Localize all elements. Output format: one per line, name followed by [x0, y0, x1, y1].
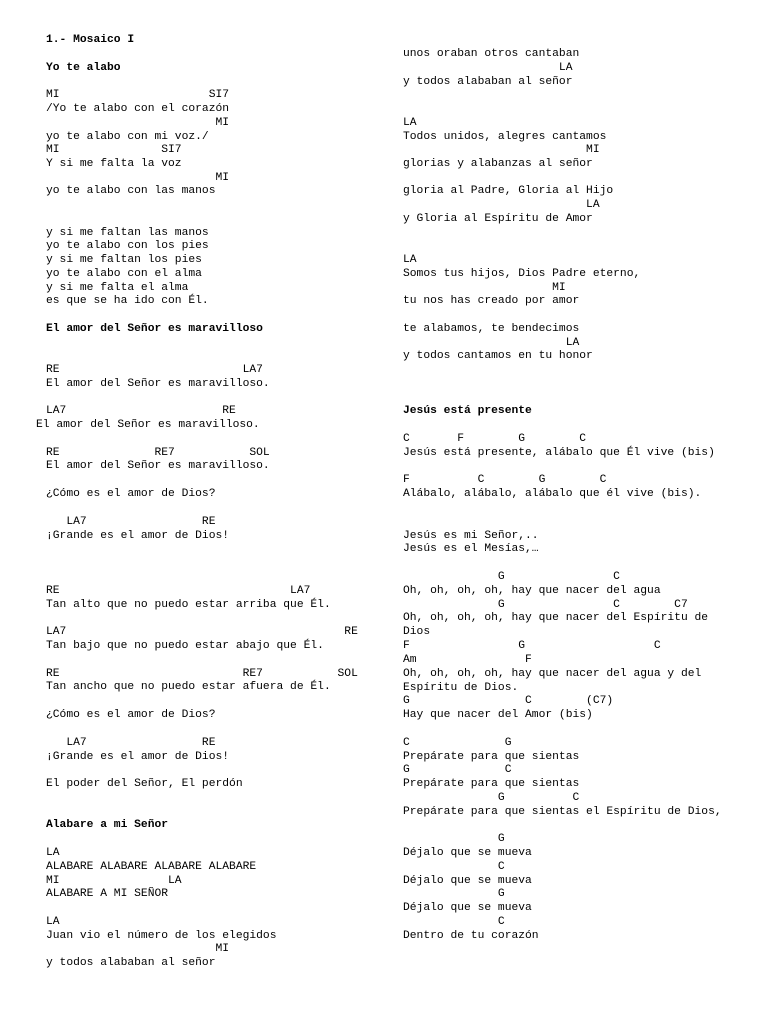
chord-line: RE RE7 SOL: [46, 447, 270, 459]
chord-line: G: [403, 833, 505, 845]
lyric-line: tu nos has creado por amor: [403, 295, 580, 307]
lyric-line: y si me faltan las manos: [46, 227, 209, 239]
lyric-line: El poder del Señor, El perdón: [46, 778, 243, 790]
lyric-line: Oh, oh, oh, oh, hay que nacer del agua y del Espíritu de Dios.: [403, 668, 709, 694]
lyric-line: Y si me falta la voz: [46, 158, 182, 170]
lyric-line: El amor del Señor es maravilloso.: [46, 460, 270, 472]
lyric-line: yo te alabo con los pies: [46, 240, 209, 252]
lyric-line: Tan ancho que no puedo estar afuera de Él.: [46, 681, 331, 693]
chord-line: G: [403, 888, 505, 900]
chord-line: LA7 RE: [46, 405, 236, 417]
chord-line: LA7 RE: [46, 737, 216, 749]
lyric-line: El amor del Señor es maravilloso.: [36, 419, 260, 431]
chord-line: LA: [46, 847, 60, 859]
lyric-line: ¡Grande es el amor de Dios!: [46, 751, 230, 763]
song-title: Jesús está presente: [403, 405, 532, 417]
lyric-line: ALABARE ALABARE ALABARE ALABARE: [46, 861, 257, 873]
lyric-line: Hay que nacer del Amor (bis): [403, 709, 593, 721]
lyric-line: Déjalo que se mueva: [403, 875, 532, 887]
chord-line: MI SI7: [46, 144, 182, 156]
chord-line: G C: [403, 792, 580, 804]
lyric-line: Oh, oh, oh, oh, hay que nacer del Espíritu de Dios: [403, 612, 715, 638]
chord-line: LA7 RE: [46, 626, 358, 638]
lyric-line: y todos alababan al señor: [46, 957, 216, 969]
lyric-line: gloria al Padre, Gloria al Hijo: [403, 185, 614, 197]
lyric-line: Jesús es el Mesías,…: [403, 543, 539, 555]
lyric-line: Jesús es mi Señor,..: [403, 530, 539, 542]
chord-line: G C (C7): [403, 695, 614, 707]
lyric-line: y Gloria al Espíritu de Amor: [403, 213, 593, 225]
lyric-line: Juan vio el número de los elegidos: [46, 930, 277, 942]
lyric-line: Tan alto que no puedo estar arriba que Él.: [46, 599, 331, 611]
lyric-line: yo te alabo con el alma: [46, 268, 202, 280]
lyric-line: unos oraban otros cantaban: [403, 48, 580, 60]
lyric-line: Dentro de tu corazón: [403, 930, 539, 942]
lyric-line: Prepárate para que sientas: [403, 751, 580, 763]
lyric-line: Somos tus hijos, Dios Padre eterno,: [403, 268, 641, 280]
song-title: 1.- Mosaico I: [46, 34, 135, 46]
song-title: El amor del Señor es maravilloso: [46, 323, 263, 335]
lyric-line: yo te alabo con las manos: [46, 185, 216, 197]
chord-line: LA: [403, 254, 417, 266]
chord-line: G C: [403, 571, 620, 583]
lyric-line: y si me falta el alma: [46, 282, 189, 294]
lyric-line: y todos cantamos en tu honor: [403, 350, 593, 362]
chord-line: C F G C: [403, 433, 587, 445]
lyric-line: Déjalo que se mueva: [403, 902, 532, 914]
lyric-line: Am F: [403, 654, 532, 666]
chord-line: LA: [403, 337, 580, 349]
chord-line: MI SI7: [46, 89, 230, 101]
chord-line: LA: [46, 916, 60, 928]
chord-line: MI: [403, 144, 600, 156]
lyric-line: Prepárate para que sientas el Espíritu de Dios,: [403, 806, 722, 818]
lyric-line: El amor del Señor es maravilloso.: [46, 378, 270, 390]
chord-line: LA: [403, 199, 600, 211]
lyric-line: ¿Cómo es el amor de Dios?: [46, 488, 216, 500]
chord-line: G C C7: [403, 599, 688, 611]
chord-line: LA7 RE: [46, 516, 216, 528]
lyric-line: ¡Grande es el amor de Dios!: [46, 530, 230, 542]
lyric-line: /Yo te alabo con el corazón: [46, 103, 230, 115]
chord-line: MI: [46, 943, 230, 955]
chord-line: RE RE7 SOL: [46, 668, 358, 680]
lyric-line: ¿Cómo es el amor de Dios?: [46, 709, 216, 721]
lyric-line: Alábalo, alábalo, alábalo que él vive (bis).: [403, 488, 702, 500]
lyric-line: glorias y alabanzas al señor: [403, 158, 593, 170]
chord-line: LA: [403, 62, 573, 74]
lyric-line: Oh, oh, oh, oh, hay que nacer del agua: [403, 585, 661, 597]
chord-line: MI: [46, 172, 230, 184]
lyric-line: Todos unidos, alegres cantamos: [403, 131, 607, 143]
song-title: Alabare a mi Señor: [46, 819, 169, 831]
lyric-line: Tan bajo que no puedo estar abajo que Él.: [46, 640, 324, 652]
lyric-line: y si me faltan los pies: [46, 254, 202, 266]
song-title: Yo te alabo: [46, 62, 121, 74]
chord-line: F G C: [403, 640, 661, 652]
chord-line: MI: [46, 117, 230, 129]
chord-line: RE LA7: [46, 364, 263, 376]
chord-line: MI: [403, 282, 566, 294]
lyric-line: yo te alabo con mi voz./: [46, 131, 209, 143]
lyric-line: ALABARE A MI SEÑOR: [46, 888, 169, 900]
chord-line: C: [403, 861, 505, 873]
chord-line: RE LA7: [46, 585, 311, 597]
lyric-line: Prepárate para que sientas: [403, 778, 580, 790]
lyric-line: te alabamos, te bendecimos: [403, 323, 580, 335]
lyric-line: Déjalo que se mueva: [403, 847, 532, 859]
chord-line: LA: [403, 117, 417, 129]
chord-line: C: [403, 916, 505, 928]
chord-line: MI LA: [46, 875, 182, 887]
chord-line: G C: [403, 764, 512, 776]
chord-line: F C G C: [403, 474, 607, 486]
lyric-line: y todos alababan al señor: [403, 76, 573, 88]
lyric-line: es que se ha ido con Él.: [46, 295, 209, 307]
lyric-line: Jesús está presente, alábalo que Él vive (bis): [403, 447, 715, 459]
chord-line: C G: [403, 737, 512, 749]
